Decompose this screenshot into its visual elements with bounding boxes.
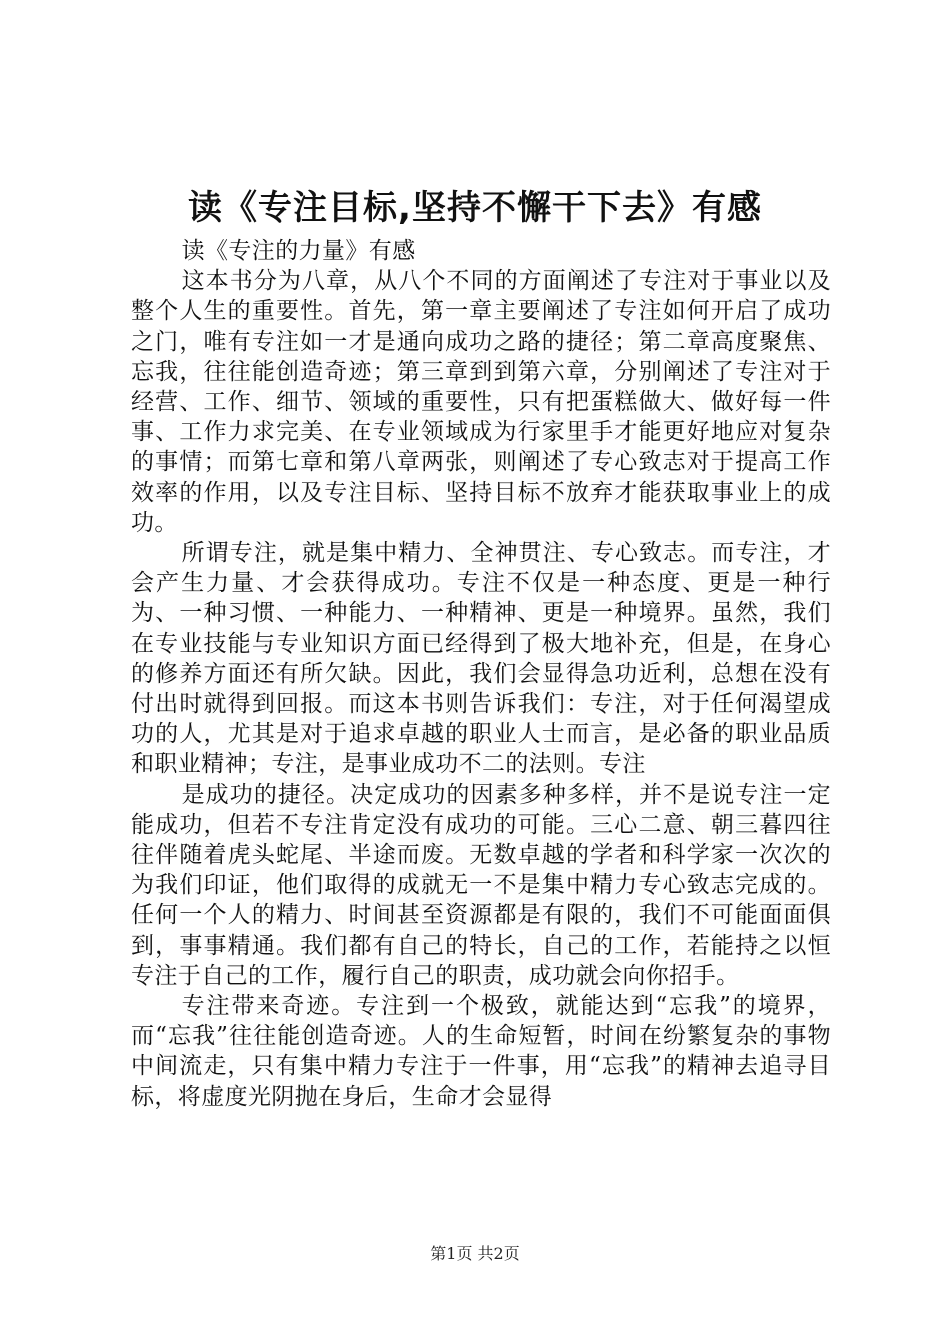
document-subtitle: 读《专注的力量》有感 [181, 238, 416, 264]
page-number-footer: 第1页 共2页 [430, 1244, 520, 1263]
document-title: 读《专注目标,坚持不懈干下去》有感 [188, 188, 762, 228]
paragraph: 是成功的捷径。决定成功的因素多种多样，并不是说专注一定能成功，但若不专注肯定没有成功的可能。三心二意、朝三暮四往往伴随着虎头蛇尾、半途而废。无数卓越的学者和科学家一次次的为我们印证，他们取得的成就无一不是集中精力专心致志完成的。任何一个人的精力、时间甚至资源都是有限的，我们不可能面面俱到，事事精通。我们都有自己的特长，自己的工作，若能持之以恒专注于自己的工作，履行自己的职责，成功就会向你招手。 [131, 781, 831, 989]
paragraph: 专注带来奇迹。专注到一个极致，就能达到“忘我”的境界，而“忘我”往往能创造奇迹。人的生命短暂，时间在纷繁复杂的事物中间流走，只有集中精力专注于一件事，用“忘我”的精神去追寻目标，将虚度光阴抛在身后，生命才会显得 [131, 993, 831, 1110]
document-body [131, 236, 831, 1112]
paragraph: 所谓专注，就是集中精力、全神贯注、专心致志。而专注，才会产生力量、才会获得成功。专注不仅是一种态度、更是一种行为、一种习惯、一种能力、一种精神、更是一种境界。虽然，我们在专业技能与专业知识方面已经得到了极大地补充，但是，在身心的修养方面还有所欠缺。因此，我们会显得急功近利，总想在没有付出时就得到回报。而这本书则告诉我们：专注，对于任何渴望成功的人，尤其是对于追求卓越的职业人士而言，是必备的职业品质和职业精神；专注，是事业成功不二的法则。专注 [131, 540, 831, 778]
paragraph: 这本书分为八章，从八个不同的方面阐述了专注对于事业以及整个人生的重要性。首先，第一章主要阐述了专注如何开启了成功之门，唯有专注如一才是通向成功之路的捷径；第二章高度聚焦、忘我，往往能创造奇迹；第三章到到第六章，分别阐述了专注对于经营、工作、细节、领域的重要性，只有把蛋糕做大、做好每一件事、工作力求完美、在专业领域成为行家里手才能更好地应对复杂的事情；而第七章和第八章两张，则阐述了专心致志对于提高工作效率的作用，以及专注目标、坚持目标不放弃才能获取事业上的成功。 [131, 268, 831, 536]
